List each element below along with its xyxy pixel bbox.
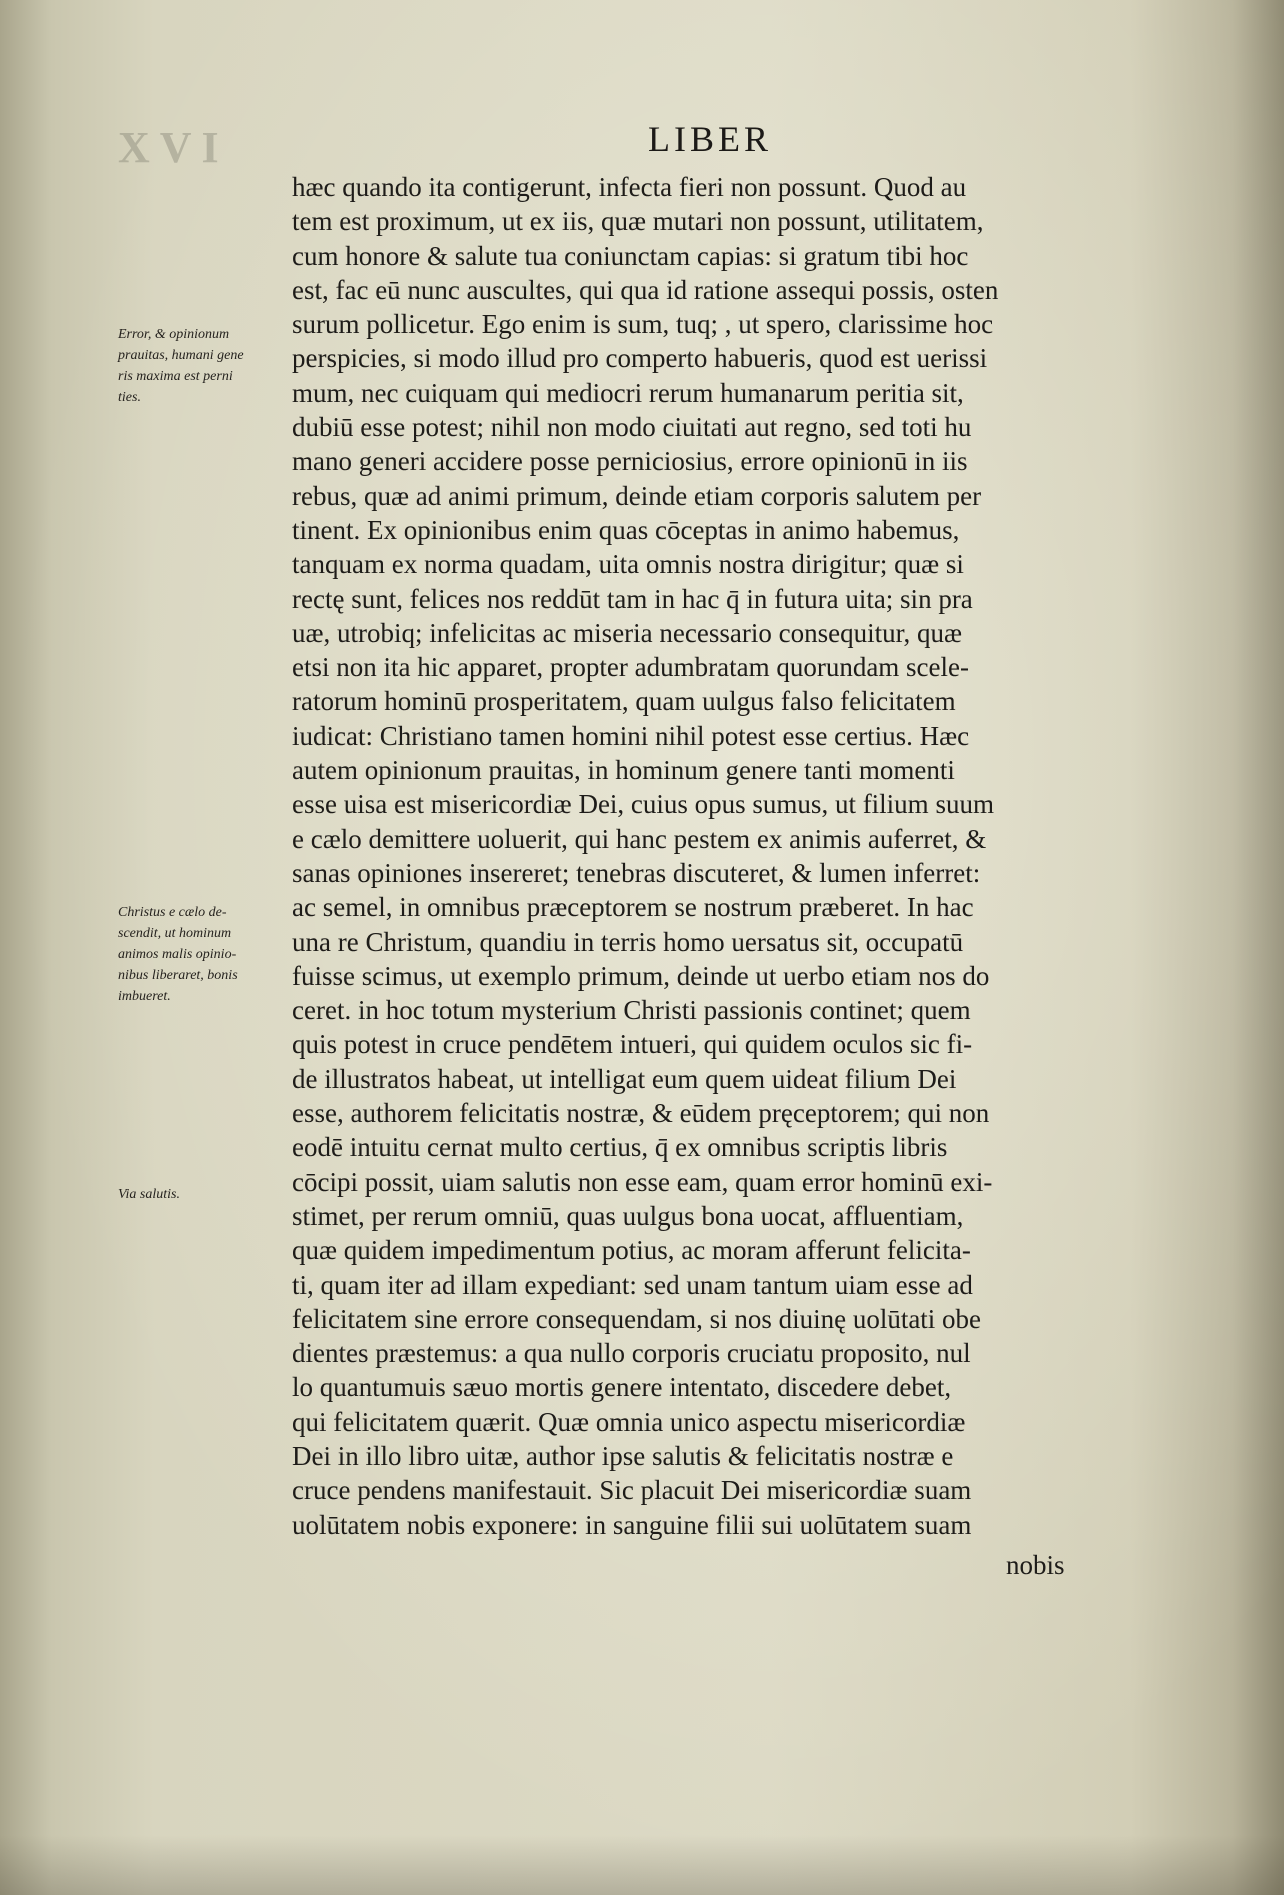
text-line: ti, quam iter ad illam expediant: sed unam tantum uiam esse ad: [292, 1269, 973, 1300]
margin-note-error: [118, 324, 288, 408]
text-line: tem est proximum, ut ex iis, quæ mutari non possunt, utilitatem,: [292, 206, 984, 237]
text-line: stimet, per rerum omniū, quas uulgus bona uocat, affluentiam,: [292, 1200, 964, 1231]
text-line: mano generi accidere posse perniciosius, errore opinionū in iis: [292, 446, 968, 477]
text-line: surum pollicetur. Ego enim is sum, tuq; , ut spero, clarissime hoc: [292, 309, 994, 340]
text-line: de illustratos habeat, ut intelligat eum quem uideat filium Dei: [292, 1063, 957, 1094]
margin-note-line: scendit, ut hominum: [118, 926, 232, 941]
text-line: perspicies, si modo illud pro comperto habueris, quod est uerissi: [292, 343, 988, 374]
text-line: rebus, quæ ad animi primum, deinde etiam corporis salutem per: [292, 480, 982, 511]
text-line: tinent. Ex opinionibus enim quas cōceptas in animo habemus,: [292, 514, 960, 545]
text-line: ceret. in hoc totum mysterium Christi passionis continet; quem: [292, 995, 971, 1026]
text-line: tanquam ex norma quadam, uita omnis nostra dirigitur; quæ si: [292, 549, 964, 580]
running-head: LIBER: [648, 119, 772, 159]
text-line: cōcipi possit, uiam salutis non esse eam, quam error hominū exi-: [292, 1166, 993, 1197]
text-line: e cælo demittere uoluerit, qui hanc pestem ex animis auferret, &: [292, 823, 987, 854]
text-line: eodē intuitu cernat multo certius, q̄ ex omnibus scriptis libris: [292, 1132, 948, 1163]
text-line: dubiū esse potest; nihil non modo ciuitati aut regno, sed toti hu: [292, 412, 972, 443]
margin-note-line: Christus e cælo de-: [118, 905, 227, 920]
text-line: quæ quidem impedimentum potius, ac moram afferunt felicita-: [292, 1235, 971, 1266]
text-line: dientes præstemus: a qua nullo corporis cruciatu proposito, nul: [292, 1338, 971, 1369]
text-line: cruce pendens manifestauit. Sic placuit Dei misericordiæ suam: [292, 1475, 972, 1506]
text-line: esse uisa est misericordiæ Dei, cuius opus sumus, ut filium suum: [292, 789, 994, 820]
text-line: uæ, utrobiq; infelicitas ac miseria necessario consequitur, quæ: [292, 617, 962, 648]
text-line: iudicat: Christiano tamen homini nihil potest esse certius. Hæc: [292, 720, 970, 751]
text-line: sanas opiniones insereret; tenebras discuteret, & lumen inferret:: [292, 857, 981, 888]
text-line: cum honore & salute tua coniunctam capias: si gratum tibi hoc: [292, 240, 969, 271]
margin-note-line: ties.: [118, 390, 141, 405]
body-text: [292, 170, 1146, 1542]
text-line: ac semel, in omnibus præceptorem se nostrum præberet. In hac: [292, 892, 974, 923]
text-line: uolūtatem nobis exponere: in sanguine filii sui uolūtatem suam: [292, 1509, 972, 1540]
text-line: fuisse scimus, ut exemplo primum, deinde ut uerbo etiam nos do: [292, 960, 990, 991]
margin-note-via-salutis: [118, 1184, 288, 1205]
text-line: esse, authorem felicitatis nostræ, & eūdem pręceptorem; qui non: [292, 1098, 990, 1129]
margin-note-line: imbueret.: [118, 989, 171, 1004]
margin-note-line: animos malis opinio-: [118, 947, 237, 962]
margin-note-line: Via salutis.: [118, 1187, 180, 1202]
text-line: una re Christum, quandiu in terris homo uersatus sit, occupatū: [292, 926, 964, 957]
text-line: qui felicitatem quærit. Quæ omnia unico aspectu misericordiæ: [292, 1406, 966, 1437]
margin-note-line: nibus liberaret, bonis: [118, 968, 238, 983]
text-line: autem opinionum prauitas, in hominum genere tanti momenti: [292, 755, 955, 786]
text-line: mum, nec cuiquam qui mediocri rerum humanarum peritia sit,: [292, 377, 964, 408]
text-line: est, fac eū nunc auscultes, qui qua id ratione assequi possis, osten: [292, 274, 999, 305]
text-line: ratorum hominū prosperitatem, quam uulgus falso felicitatem: [292, 686, 956, 717]
text-line: hæc quando ita contigerunt, infecta fieri non possunt. Quod au: [292, 172, 967, 202]
margin-note-line: ris maxima est perni: [118, 369, 233, 384]
margin-note-line: prauitas, humani gene: [118, 348, 244, 363]
text-line: felicitatem sine errore consequendam, si nos diuinę uolūtati obe: [292, 1303, 982, 1334]
text-line: rectę sunt, felices nos reddūt tam in hac q̄ in futura uita; sin pra: [292, 583, 973, 614]
text-line: lo quantumuis sæuo mortis genere intentato, discedere debet,: [292, 1372, 952, 1403]
text-line: etsi non ita hic apparet, propter adumbratam quorundam scele-: [292, 652, 970, 683]
bleed-through-mark: XVI: [118, 123, 229, 172]
catchword: nobis: [1006, 1550, 1065, 1580]
margin-note-line: Error, & opinionum: [118, 327, 230, 342]
text-line: quis potest in cruce pendētem intueri, qui quidem oculos sic fi-: [292, 1029, 973, 1060]
margin-note-christus: [118, 902, 288, 1007]
text-line: Dei in illo libro uitæ, author ipse salutis & felicitatis nostræ e: [292, 1440, 954, 1471]
